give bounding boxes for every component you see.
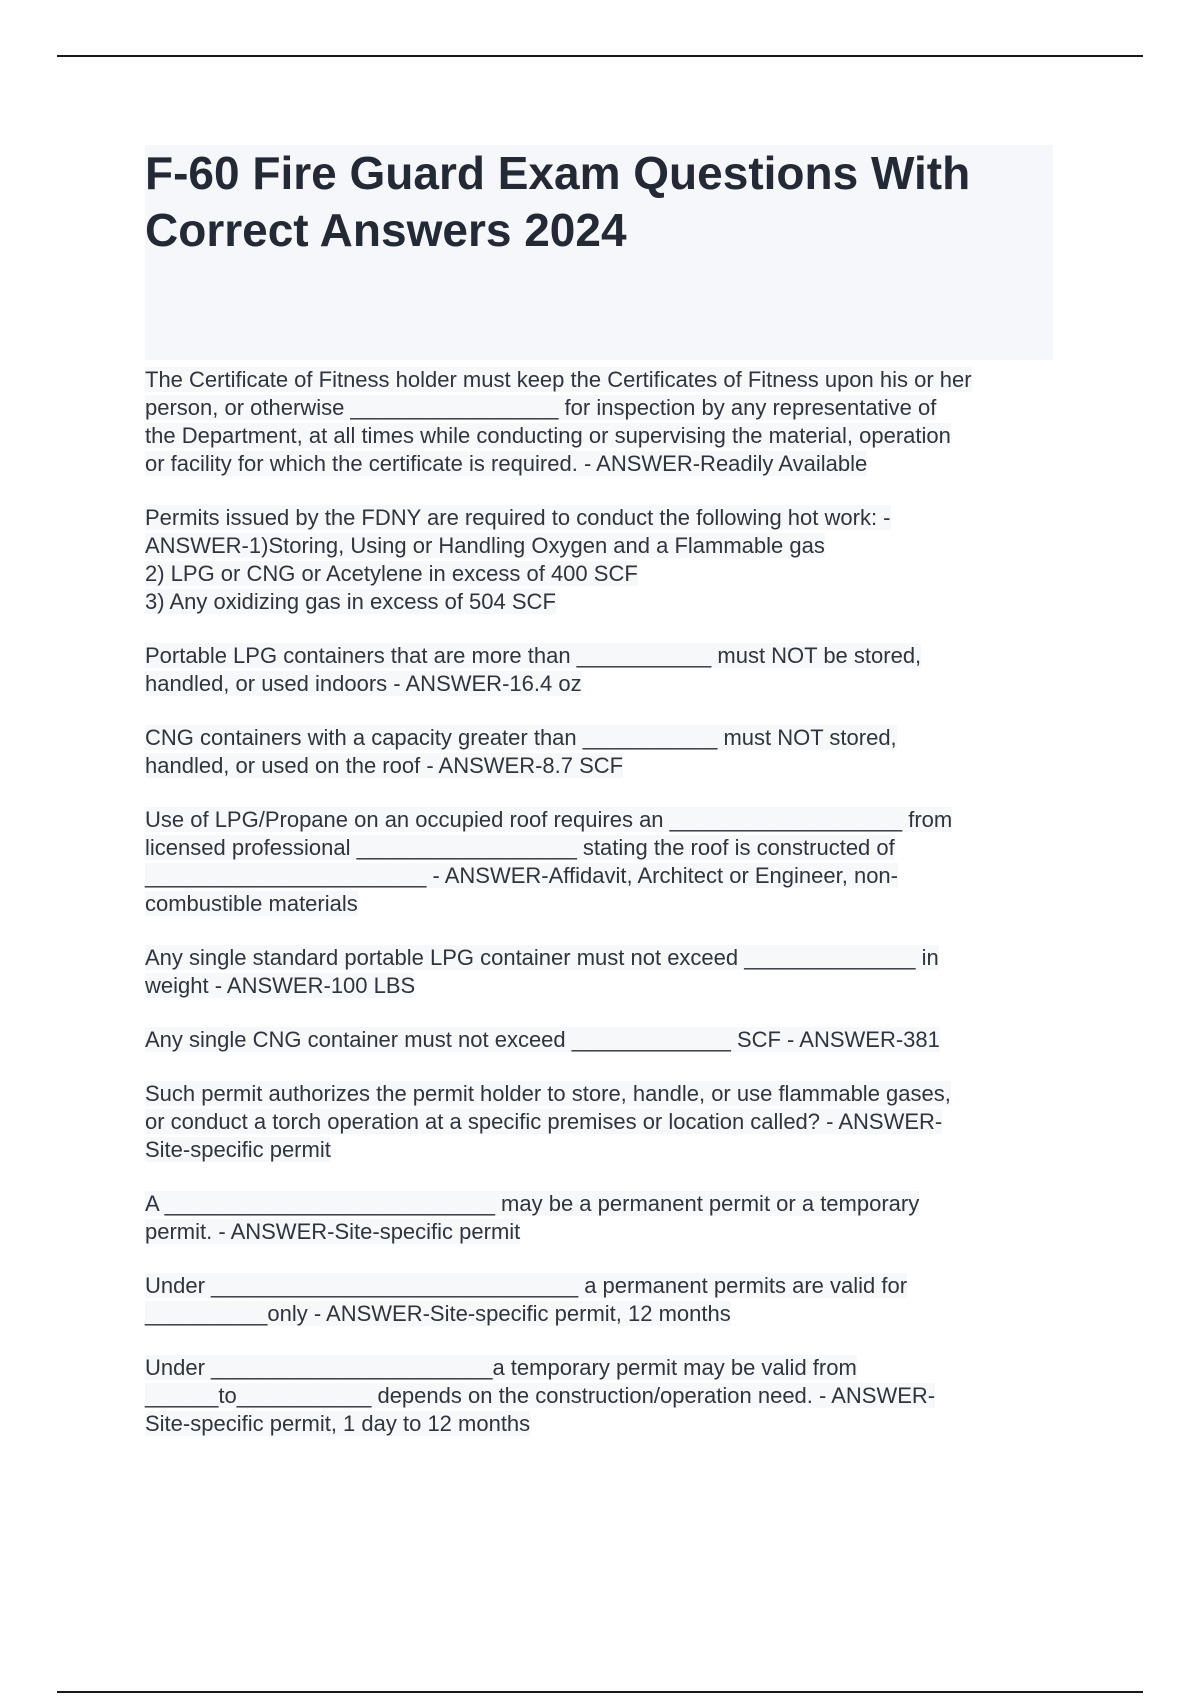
question-text: CNG containers with a capacity greater than ___________ must NOT stored, handled, or used on the roof - ANSWER-8.7 SCF — [145, 725, 897, 778]
header-rule — [57, 55, 1143, 57]
question-item-4 — [145, 724, 1075, 780]
question-text: Such permit authorizes the permit holder to store, handle, or use flammable gases, or conduct a torch operation at a specific premises or location called? - ANSWER- Site-specific permit — [145, 1081, 951, 1162]
question-text: Any single CNG container must not exceed _____________ SCF - ANSWER-381 — [145, 1027, 940, 1052]
question-item-7 — [145, 1026, 1075, 1054]
footer-rule — [57, 1691, 1143, 1693]
question-item-2 — [145, 504, 1075, 616]
question-item-11 — [145, 1354, 1075, 1438]
question-item-1 — [145, 366, 1075, 478]
question-text: Portable LPG containers that are more than ___________ must NOT be stored, handled, or used indoors - ANSWER-16.4 oz — [145, 643, 922, 696]
question-item-9 — [145, 1190, 1075, 1246]
question-list — [145, 366, 1075, 1464]
question-text: The Certificate of Fitness holder must keep the Certificates of Fitness upon his or her person, or otherwise _________________ for inspection by any representative of the Department, at all times while conducting or supervising the material, operation or facility for which the certificate is required. - ANSWER-Readily Available — [145, 367, 972, 476]
question-text: Under ______________________________ a permanent permits are valid for __________only - ANSWER-Site-specific permit, 12 months — [145, 1273, 908, 1326]
question-text: A ___________________________ may be a permanent permit or a temporary permit. - ANSWER-Site-specific permit — [145, 1191, 920, 1244]
question-item-6 — [145, 944, 1075, 1000]
document-title: F-60 Fire Guard Exam Questions With Correct Answers 2024 — [145, 147, 971, 256]
question-item-8 — [145, 1080, 1075, 1164]
question-text: Any single standard portable LPG container must not exceed ______________ in weight - ANSWER-100 LBS — [145, 945, 939, 998]
question-item-3 — [145, 642, 1075, 698]
question-text: Under _______________________a temporary permit may be valid from ______to___________ depends on the construction/operation need. - ANSWER- Site-specific permit, 1 day to 12 months — [145, 1355, 936, 1436]
question-item-10 — [145, 1272, 1075, 1328]
question-item-5 — [145, 806, 1075, 918]
question-text: Use of LPG/Propane on an occupied roof requires an ___________________ from licensed professional __________________ stating the roof is constructed of _______________________ - ANSWER-Affidavit, Architect or Engineer, non- combustible materials — [145, 807, 953, 916]
question-text: Permits issued by the FDNY are required to conduct the following hot work: - ANSWER-1)Storing, Using or Handling Oxygen and a Flammable gas 2) LPG or CNG or Acetylene in excess of 400 SCF 3) Any oxidizing gas in excess of 504 SCF — [145, 505, 891, 614]
title-block — [145, 145, 1053, 360]
